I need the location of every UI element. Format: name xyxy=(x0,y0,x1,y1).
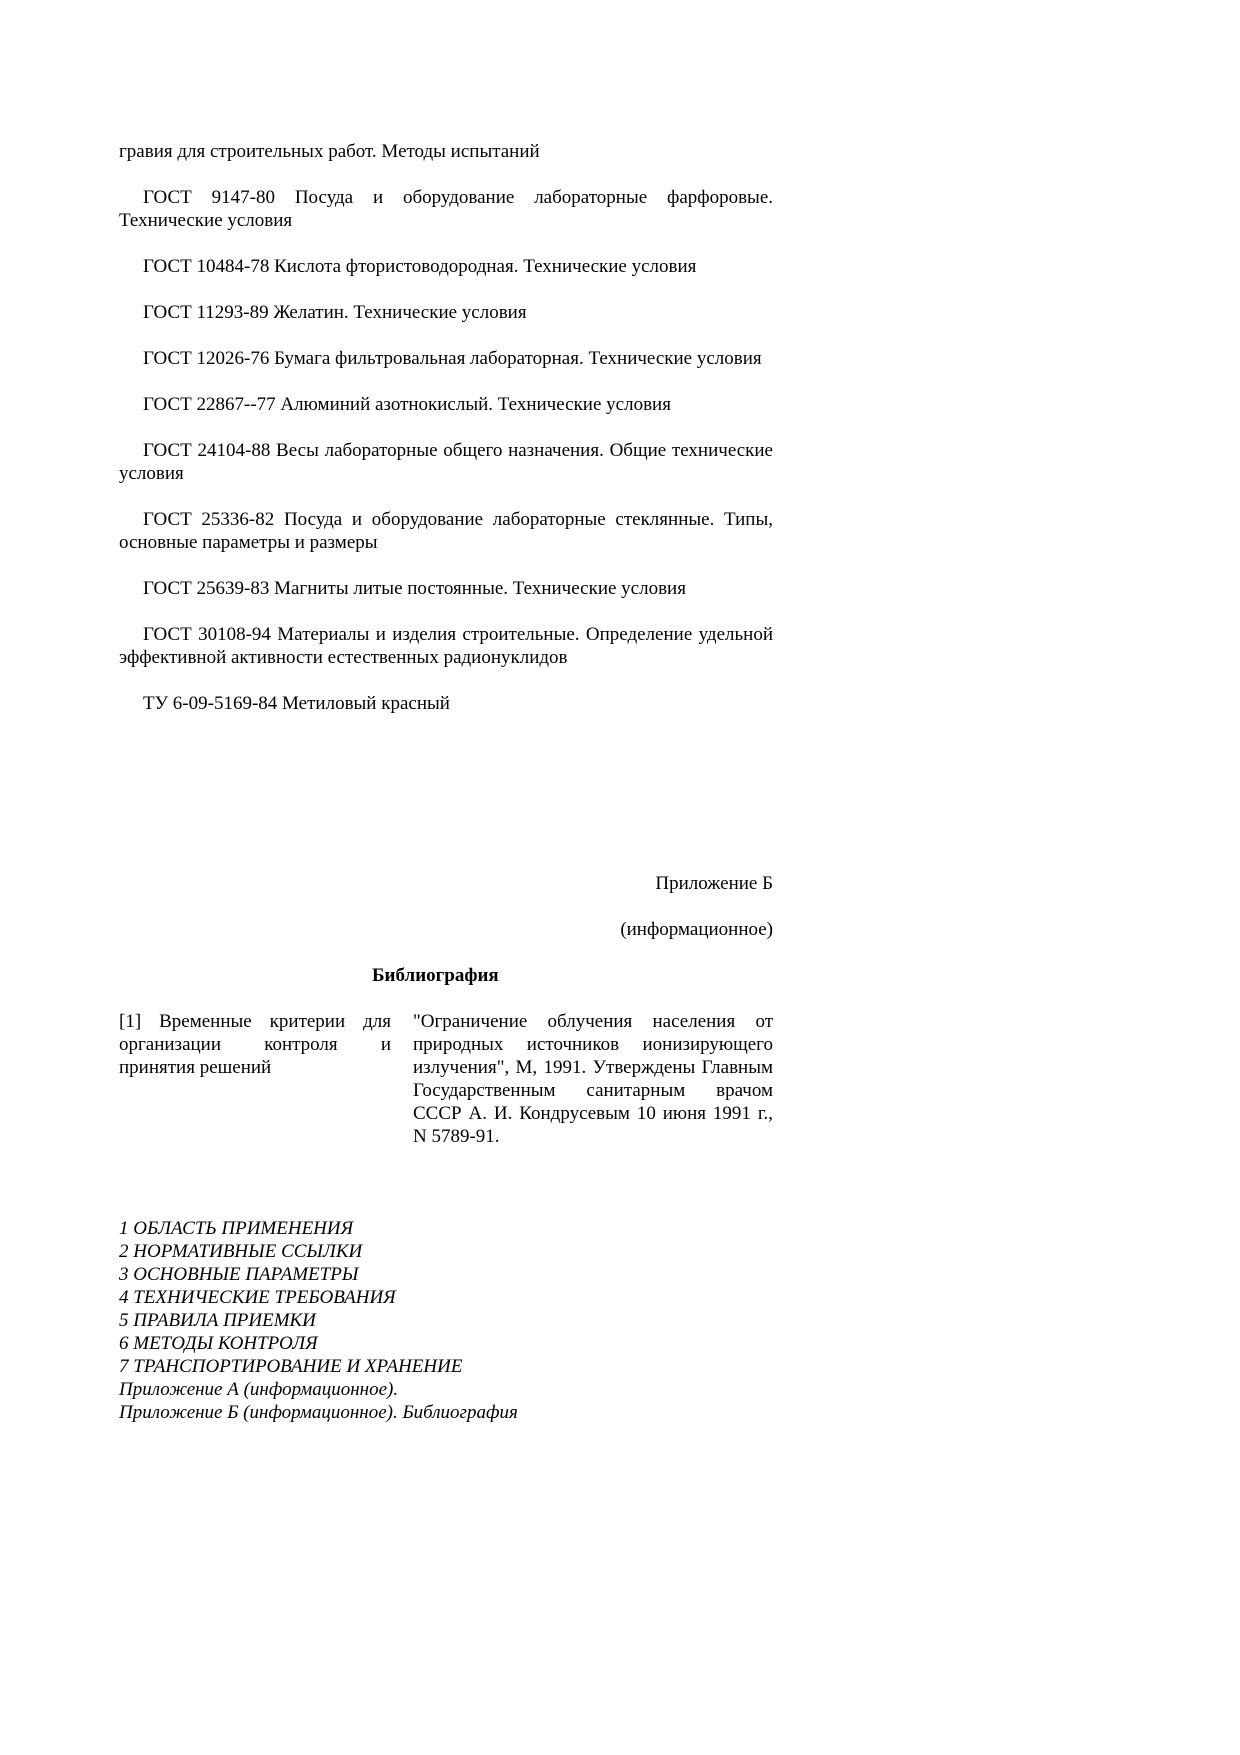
bibliography-source: [1] Временные критерии для организации контроля и принятия решений xyxy=(119,1011,391,1078)
reference-item: ГОСТ 30108-94 Материалы и изделия строительные. Определение удельной эффективной активности естественных радионуклидов xyxy=(119,624,773,668)
reference-item: ТУ 6-09-5169-84 Метиловый красный xyxy=(143,693,450,714)
reference-item: ГОСТ 11293-89 Желатин. Технические условия xyxy=(143,302,527,323)
toc-item[interactable]: 7 ТРАНСПОРТИРОВАНИЕ И ХРАНЕНИЕ xyxy=(119,1356,463,1377)
toc-item[interactable]: Приложение Б (информационное). Библиография xyxy=(119,1402,518,1423)
reference-item: ГОСТ 25336-82 Посуда и оборудование лабораторные стеклянные. Типы, основные параметры и размеры xyxy=(119,509,773,553)
toc-item[interactable]: 4 ТЕХНИЧЕСКИЕ ТРЕБОВАНИЯ xyxy=(119,1287,396,1308)
toc-item[interactable]: 6 МЕТОДЫ КОНТРОЛЯ xyxy=(119,1333,318,1354)
table-of-contents xyxy=(119,1217,773,1424)
toc-item[interactable]: 2 НОРМАТИВНЫЕ ССЫЛКИ xyxy=(119,1241,363,1262)
toc-item[interactable]: 5 ПРАВИЛА ПРИЕМКИ xyxy=(119,1310,316,1331)
toc-item[interactable]: 3 ОСНОВНЫЕ ПАРАМЕТРЫ xyxy=(119,1264,359,1285)
appendix-title: Приложение Б xyxy=(655,873,773,894)
appendix-header xyxy=(119,872,773,987)
reference-item: ГОСТ 25639-83 Магниты литые постоянные. Технические условия xyxy=(143,578,686,599)
references-list xyxy=(119,186,773,715)
reference-item: ГОСТ 22867--77 Алюминий азотнокислый. Технические условия xyxy=(143,394,671,415)
toc-item[interactable]: 1 ОБЛАСТЬ ПРИМЕНЕНИЯ xyxy=(119,1218,354,1239)
reference-item: ГОСТ 10484-78 Кислота фтористоводородная. Технические условия xyxy=(143,256,697,277)
bibliography-description: "Ограничение облучения населения от природных источников ионизирующего излучения", М, 1991. Утверждены Главным Государственным санитарным врачом СССР А. И. Кондрусевым 10 июня 1991 г., N 5789-91. xyxy=(413,1011,773,1147)
reference-item: ГОСТ 24104-88 Весы лабораторные общего назначения. Общие технические условия xyxy=(119,440,773,484)
bibliography-heading: Библиография xyxy=(372,965,499,986)
toc-item[interactable]: Приложение А (информационное). xyxy=(119,1379,399,1400)
bibliography-entry xyxy=(119,1010,773,1148)
reference-item: ГОСТ 12026-76 Бумага фильтровальная лабораторная. Технические условия xyxy=(143,348,762,369)
reference-item: ГОСТ 9147-80 Посуда и оборудование лабораторные фарфоровые. Технические условия xyxy=(119,187,773,231)
document-page xyxy=(119,140,773,1424)
continuation-text: гравия для строительных работ. Методы испытаний xyxy=(119,141,540,162)
appendix-type: (информационное) xyxy=(620,919,773,940)
